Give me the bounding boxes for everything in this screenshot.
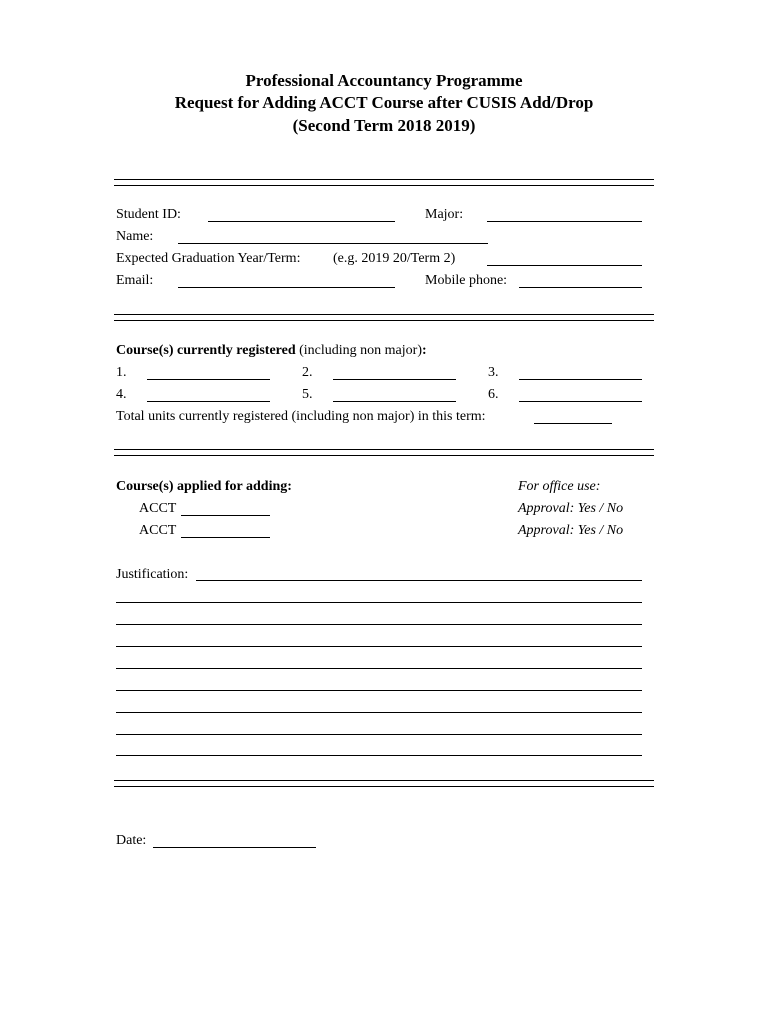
justification-line[interactable]: [116, 602, 642, 603]
section-divider: [114, 780, 654, 787]
course-field-1[interactable]: [147, 379, 270, 380]
justification-label: Justification:: [116, 567, 189, 582]
course-field-4[interactable]: [147, 401, 270, 402]
form-term: (Second Term 2018 2019): [292, 116, 476, 135]
graduation-field[interactable]: [487, 265, 642, 266]
course-number-2: 2.: [302, 365, 313, 380]
total-units-field[interactable]: [534, 423, 612, 424]
registered-heading-note: (including non major): [295, 343, 422, 358]
email-field[interactable]: [178, 287, 395, 288]
approval-1: Approval: Yes / No: [518, 501, 624, 516]
justification-line[interactable]: [196, 580, 642, 581]
form-subtitle: Request for Adding ACCT Course after CUSIS Add/Drop: [174, 93, 594, 112]
justification-line[interactable]: [116, 712, 642, 713]
date-field[interactable]: [153, 847, 316, 848]
graduation-label: Expected Graduation Year/Term:: [116, 251, 301, 266]
acct-course-field-1[interactable]: [181, 515, 270, 516]
justification-line[interactable]: [116, 668, 642, 669]
approval-2: Approval: Yes / No: [518, 523, 624, 538]
course-number-4: 4.: [116, 387, 127, 402]
form-title: Professional Accountancy Programme: [245, 71, 523, 90]
course-number-1: 1.: [116, 365, 127, 380]
course-number-3: 3.: [488, 365, 499, 380]
major-label: Major:: [425, 207, 464, 222]
total-units-label: Total units currently registered (including non major) in this term:: [116, 409, 486, 424]
date-label: Date:: [116, 833, 147, 848]
course-field-2[interactable]: [333, 379, 456, 380]
name-label: Name:: [116, 229, 154, 244]
section-divider: [114, 314, 654, 321]
registered-heading-bold: Course(s) currently registered: [116, 343, 296, 358]
name-field[interactable]: [178, 243, 488, 244]
registered-heading: [116, 342, 427, 360]
registered-heading-colon: :: [422, 343, 427, 358]
graduation-example: (e.g. 2019 20/Term 2): [333, 251, 456, 266]
justification-line[interactable]: [116, 646, 642, 647]
justification-line[interactable]: [116, 755, 642, 756]
acct-prefix-2: ACCT: [139, 523, 177, 538]
mobile-label: Mobile phone:: [425, 273, 508, 288]
course-field-3[interactable]: [519, 379, 642, 380]
acct-prefix-1: ACCT: [139, 501, 177, 516]
email-label: Email:: [116, 273, 154, 288]
course-number-6: 6.: [488, 387, 499, 402]
student-id-label: Student ID:: [116, 207, 181, 222]
office-use-label: For office use:: [518, 479, 601, 494]
mobile-field[interactable]: [519, 287, 642, 288]
student-id-field[interactable]: [208, 221, 395, 222]
acct-course-field-2[interactable]: [181, 537, 270, 538]
justification-line[interactable]: [116, 734, 642, 735]
justification-line[interactable]: [116, 624, 642, 625]
adding-heading: Course(s) applied for adding:: [116, 479, 292, 494]
course-field-6[interactable]: [519, 401, 642, 402]
section-divider: [114, 179, 654, 186]
justification-line[interactable]: [116, 690, 642, 691]
course-field-5[interactable]: [333, 401, 456, 402]
major-field[interactable]: [487, 221, 642, 222]
course-number-5: 5.: [302, 387, 313, 402]
section-divider: [114, 449, 654, 456]
